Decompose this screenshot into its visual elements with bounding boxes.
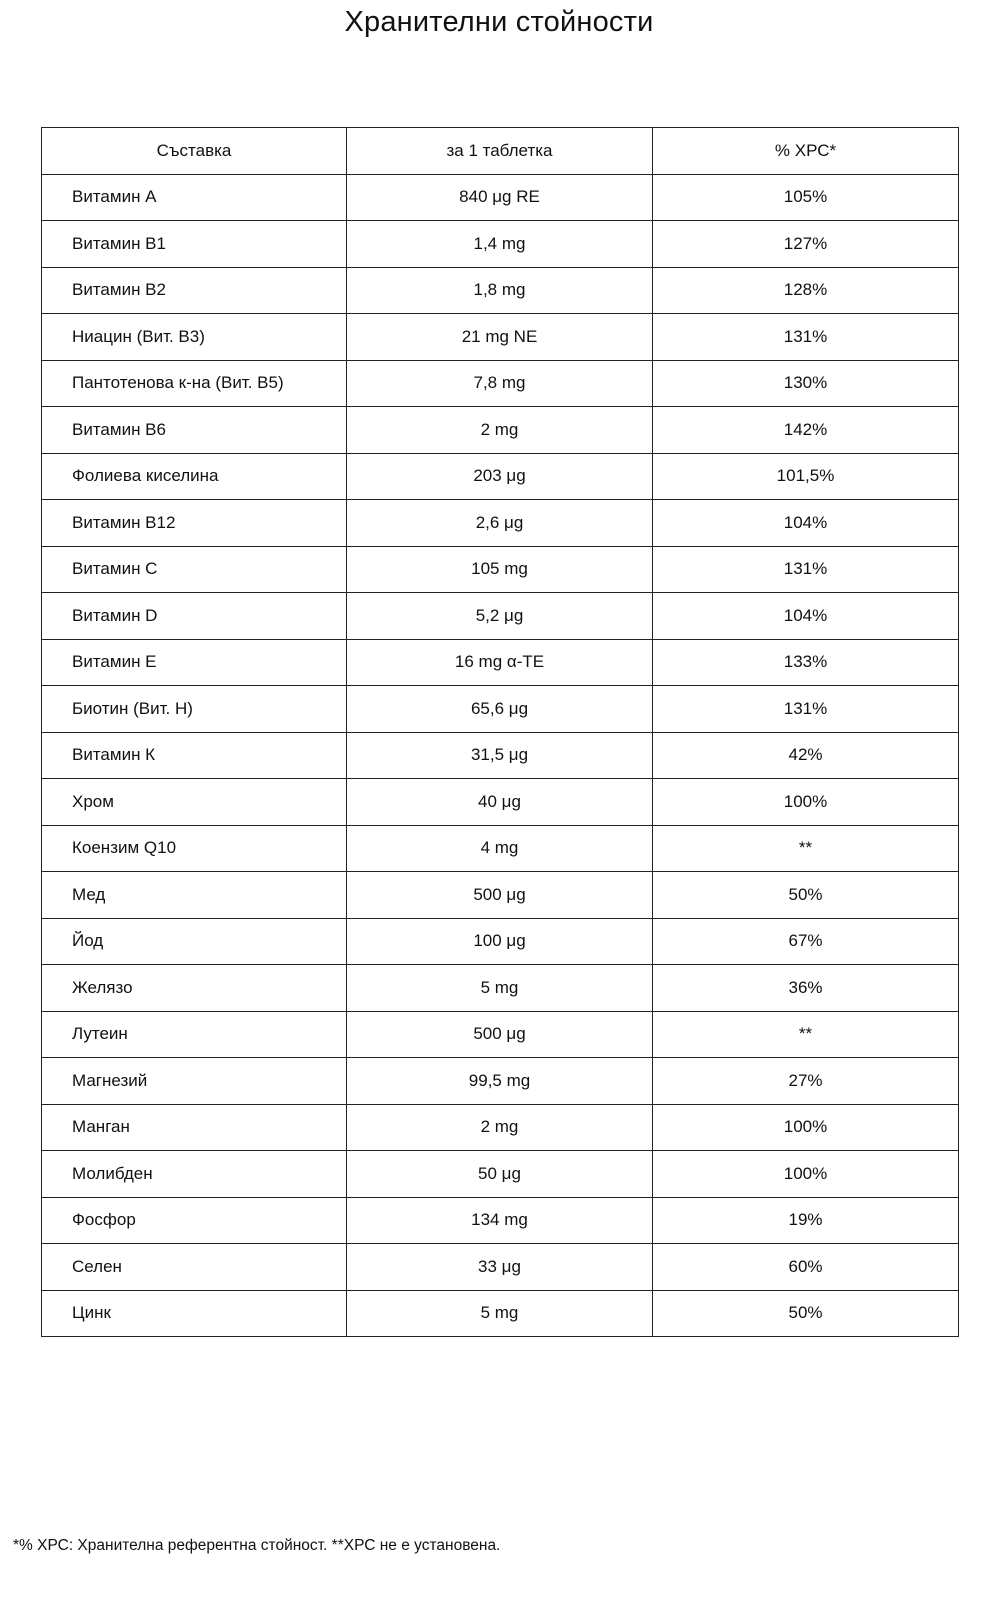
amount-cell: 40 μg: [347, 779, 653, 826]
table-row: [42, 686, 959, 733]
table-row: [42, 1244, 959, 1291]
table-row: [42, 407, 959, 454]
amount-cell: 1,8 mg: [347, 267, 653, 314]
ingredient-cell: Витамин А: [42, 174, 347, 221]
amount-cell: 840 μg RE: [347, 174, 653, 221]
header-per-tablet: за 1 таблетка: [347, 128, 653, 175]
amount-cell: 2 mg: [347, 1104, 653, 1151]
table-row: [42, 267, 959, 314]
amount-cell: 100 μg: [347, 918, 653, 965]
table-row: [42, 174, 959, 221]
table-row: [42, 825, 959, 872]
rda-cell: 131%: [653, 546, 959, 593]
amount-cell: 5 mg: [347, 965, 653, 1012]
header-rda-percent: % ХРС*: [653, 128, 959, 175]
rda-cell: **: [653, 825, 959, 872]
ingredient-cell: Ниацин (Вит. В3): [42, 314, 347, 361]
nutrition-table: [41, 127, 959, 1337]
ingredient-cell: Витамин Е: [42, 639, 347, 686]
rda-cell: 101,5%: [653, 453, 959, 500]
rda-cell: 128%: [653, 267, 959, 314]
ingredient-cell: Фолиева киселина: [42, 453, 347, 500]
ingredient-cell: Селен: [42, 1244, 347, 1291]
table-row: [42, 965, 959, 1012]
rda-cell: 50%: [653, 872, 959, 919]
ingredient-cell: Витамин К: [42, 732, 347, 779]
amount-cell: 31,5 μg: [347, 732, 653, 779]
table-row: [42, 1290, 959, 1337]
amount-cell: 5,2 μg: [347, 593, 653, 640]
amount-cell: 21 mg NE: [347, 314, 653, 361]
ingredient-cell: Витамин В2: [42, 267, 347, 314]
amount-cell: 2,6 μg: [347, 500, 653, 547]
ingredient-cell: Витамин D: [42, 593, 347, 640]
rda-cell: 60%: [653, 1244, 959, 1291]
rda-cell: 142%: [653, 407, 959, 454]
rda-cell: 67%: [653, 918, 959, 965]
ingredient-cell: Хром: [42, 779, 347, 826]
rda-cell: 131%: [653, 314, 959, 361]
amount-cell: 65,6 μg: [347, 686, 653, 733]
ingredient-cell: Витамин В1: [42, 221, 347, 268]
rda-cell: 104%: [653, 500, 959, 547]
table-header-row: [42, 128, 959, 175]
amount-cell: 500 μg: [347, 872, 653, 919]
amount-cell: 4 mg: [347, 825, 653, 872]
amount-cell: 50 μg: [347, 1151, 653, 1198]
ingredient-cell: Манган: [42, 1104, 347, 1151]
table-row: [42, 500, 959, 547]
page-title: Хранителни стойности: [344, 6, 654, 38]
rda-cell: 42%: [653, 732, 959, 779]
table-row: [42, 360, 959, 407]
ingredient-cell: Витамин В6: [42, 407, 347, 454]
table-row: [42, 1151, 959, 1198]
table-row: [42, 1104, 959, 1151]
table-row: [42, 546, 959, 593]
ingredient-cell: Желязо: [42, 965, 347, 1012]
table-row: [42, 732, 959, 779]
rda-cell: 100%: [653, 1151, 959, 1198]
ingredient-cell: Биотин (Вит. Н): [42, 686, 347, 733]
table-row: [42, 779, 959, 826]
ingredient-cell: Коензим Q10: [42, 825, 347, 872]
ingredient-cell: Витамин В12: [42, 500, 347, 547]
ingredient-cell: Мед: [42, 872, 347, 919]
header-ingredient: Съставка: [42, 128, 347, 175]
amount-cell: 1,4 mg: [347, 221, 653, 268]
amount-cell: 16 mg α-TE: [347, 639, 653, 686]
rda-cell: 105%: [653, 174, 959, 221]
ingredient-cell: Молибден: [42, 1151, 347, 1198]
rda-cell: 130%: [653, 360, 959, 407]
amount-cell: 134 mg: [347, 1197, 653, 1244]
ingredient-cell: Пантотенова к-на (Вит. В5): [42, 360, 347, 407]
rda-cell: 100%: [653, 1104, 959, 1151]
amount-cell: 500 μg: [347, 1011, 653, 1058]
rda-cell: 27%: [653, 1058, 959, 1105]
rda-cell: 133%: [653, 639, 959, 686]
rda-cell: 127%: [653, 221, 959, 268]
rda-cell: 131%: [653, 686, 959, 733]
rda-cell: **: [653, 1011, 959, 1058]
table-row: [42, 221, 959, 268]
table-row: [42, 314, 959, 361]
table-row: [42, 1197, 959, 1244]
footnote: *% ХРС: Хранителна референтна стойност. **ХРС не е установена.: [13, 1537, 501, 1554]
rda-cell: 100%: [653, 779, 959, 826]
table-row: [42, 872, 959, 919]
amount-cell: 105 mg: [347, 546, 653, 593]
ingredient-cell: Магнезий: [42, 1058, 347, 1105]
rda-cell: 104%: [653, 593, 959, 640]
ingredient-cell: Лутеин: [42, 1011, 347, 1058]
table-row: [42, 453, 959, 500]
table-body: [42, 174, 959, 1337]
ingredient-cell: Витамин С: [42, 546, 347, 593]
rda-cell: 19%: [653, 1197, 959, 1244]
amount-cell: 203 μg: [347, 453, 653, 500]
amount-cell: 99,5 mg: [347, 1058, 653, 1105]
table-row: [42, 1058, 959, 1105]
amount-cell: 2 mg: [347, 407, 653, 454]
amount-cell: 5 mg: [347, 1290, 653, 1337]
amount-cell: 33 μg: [347, 1244, 653, 1291]
table-row: [42, 593, 959, 640]
table-row: [42, 1011, 959, 1058]
table-row: [42, 639, 959, 686]
amount-cell: 7,8 mg: [347, 360, 653, 407]
ingredient-cell: Йод: [42, 918, 347, 965]
ingredient-cell: Цинк: [42, 1290, 347, 1337]
rda-cell: 50%: [653, 1290, 959, 1337]
table-row: [42, 918, 959, 965]
ingredient-cell: Фосфор: [42, 1197, 347, 1244]
rda-cell: 36%: [653, 965, 959, 1012]
